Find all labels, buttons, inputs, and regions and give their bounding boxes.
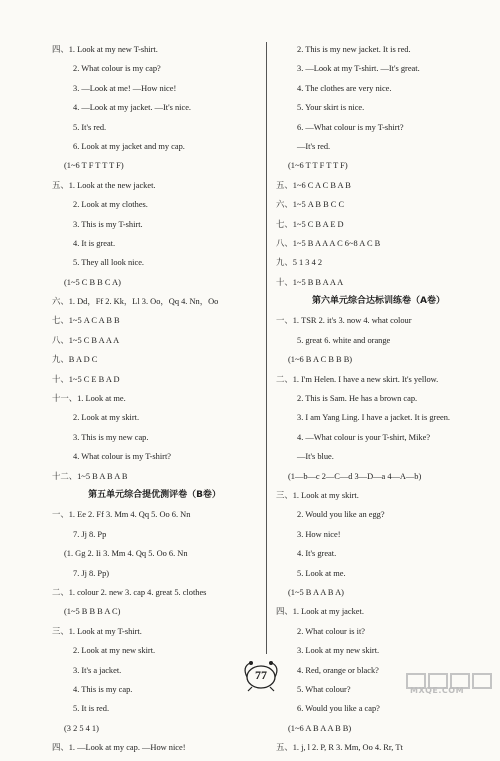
- answer-line: 十、1~5 C E B A D: [52, 374, 120, 384]
- watermark-text: MXQE.COM: [410, 686, 465, 695]
- answer-line: 4. It's great.: [297, 549, 337, 559]
- right-column: [276, 44, 481, 761]
- answer-line: (1—b—c 2—C—d 3—D—a 4—A—b): [288, 471, 422, 481]
- column-divider: [266, 42, 267, 654]
- answer-line: 2. Look at my skirt.: [73, 413, 140, 423]
- page-number: 77: [255, 668, 267, 682]
- answer-line: 十、1~5 B B A A A: [276, 277, 344, 287]
- left-column: [52, 44, 257, 761]
- answer-line: 6. Look at my jacket and my cap.: [73, 141, 185, 151]
- answer-line: 二、1. I'm Helen. I have a new skirt. It's yellow.: [276, 374, 439, 384]
- answer-line: 2. Look at my new skirt.: [73, 646, 156, 656]
- answer-line: 4. —Look at my jacket. —It's nice.: [73, 103, 192, 113]
- answer-line: 五、1~6 C A C B A B: [276, 180, 351, 190]
- answer-line: 5. great 6. white and orange: [297, 335, 391, 345]
- answer-line: 4. Red, orange or black?: [297, 665, 379, 675]
- answer-line: 2. This is my new jacket. It is red.: [297, 45, 411, 54]
- answer-line: (1~5 B A A B A): [288, 587, 344, 597]
- answer-line: 十二、1~5 B A B A B: [52, 471, 128, 481]
- answer-line: 5. Your skirt is nice.: [297, 103, 365, 113]
- answer-line: 4. —What colour is your T-shirt, Mike?: [297, 432, 431, 442]
- answer-line: 3. This is my new cap.: [73, 432, 149, 442]
- answer-line: 六、1. Dd，Ff 2. Kk，Ll 3. Oo，Qq 4. Nn，Oo: [52, 297, 219, 307]
- answer-line: 2. This is Sam. He has a brown cap.: [297, 394, 418, 404]
- answer-line: 三、1. Look at my T-shirt.: [52, 626, 142, 636]
- answer-line: 九、B A D C: [52, 355, 98, 365]
- answer-line: 三、1. Look at my skirt.: [276, 490, 359, 500]
- answer-line: 3. —Look at my T-shirt. —It's great.: [297, 64, 420, 74]
- answer-line: 5. It is red.: [73, 704, 110, 714]
- answer-line: 六、1~5 A B B C C: [276, 200, 345, 210]
- answer-line: 七、1~5 A C A B B: [52, 316, 120, 326]
- answer-line: (1~6 A B A A B B): [288, 723, 352, 733]
- answer-line: (1~6 T F T T T F): [64, 161, 124, 171]
- answer-line: (1~5 C B B C A): [64, 277, 121, 287]
- answer-line: 2. What colour is it?: [297, 626, 365, 636]
- answer-line: 五、1. j, l 2. P, R 3. Mm, Oo 4. Rr, Tt: [276, 743, 403, 753]
- answer-line: (3 2 5 4 1): [64, 723, 99, 733]
- answer-line: (1~6 T T F T T F): [288, 161, 348, 171]
- answer-line: 十一、1. Look at me.: [52, 394, 126, 404]
- answer-line: 4. What colour is my T-shirt?: [73, 452, 172, 462]
- answer-line: 五、1. Look at the new jacket.: [52, 180, 156, 190]
- answer-line: 6. Would you like a cap?: [297, 704, 380, 714]
- answer-line: 一、1. TSR 2. it's 3. now 4. what colour: [276, 316, 412, 326]
- answer-line: 2. What colour is my cap?: [73, 64, 161, 74]
- answer-line: 3. It's a jacket.: [73, 665, 122, 675]
- answer-line: 5. It's red.: [73, 122, 107, 132]
- answer-line: 6. —What colour is my T-shirt?: [297, 122, 404, 132]
- answer-line: 4. It is great.: [73, 238, 116, 248]
- section-heading: 第五单元综合提优测评卷（B卷）: [88, 489, 221, 500]
- answer-line: 5. What colour?: [297, 684, 351, 694]
- answer-line: 八、1~5 B A A A C 6~8 A C B: [276, 238, 381, 248]
- answer-line: 7. Jj 8. Pp): [73, 568, 110, 578]
- answer-line: (1~5 B B B A C): [64, 607, 121, 617]
- answer-line: 3. Look at my new skirt.: [297, 646, 380, 656]
- answer-line: 5. They all look nice.: [73, 258, 145, 268]
- answer-line: 八、1~5 C B A A A: [52, 335, 120, 345]
- answer-line: 2. Look at my clothes.: [73, 200, 148, 210]
- answer-line: 7. Jj 8. Pp: [73, 529, 107, 539]
- answer-line: 四、1. Look at my new T-shirt.: [52, 45, 158, 54]
- answer-line: 九、5 1 3 4 2: [276, 258, 323, 268]
- answer-line: (1. Gg 2. Ii 3. Mm 4. Qq 5. Oo 6. Nn: [64, 549, 188, 559]
- answer-line: 5. Look at me.: [297, 568, 346, 578]
- answer-line: 4. The clothes are very nice.: [297, 83, 392, 93]
- answer-line: 一、1. Ee 2. Ff 3. Mm 4. Qq 5. Oo 6. Nn: [52, 510, 191, 520]
- answer-line: 4. This is my cap.: [73, 684, 133, 694]
- answer-line: 2. Would you like an egg?: [297, 510, 385, 520]
- answer-line: —It's blue.: [297, 452, 334, 462]
- answer-line: —It's red.: [297, 141, 331, 151]
- answer-line: 3. —Look at me! —How nice!: [73, 83, 177, 93]
- answer-line: 七、1~5 C B A E D: [276, 219, 344, 229]
- answer-line: 四、1. Look at my jacket.: [276, 607, 364, 617]
- answer-line: 二、1. colour 2. new 3. cap 4. great 5. clothes: [52, 587, 207, 597]
- answer-line: (1~6 B A C B B B): [288, 355, 353, 365]
- answer-line: 3. I am Yang Ling. I have a jacket. It is green.: [297, 413, 451, 423]
- answer-line: 3. This is my T-shirt.: [73, 219, 143, 229]
- section-heading: 第六单元综合达标训练卷（A卷）: [312, 296, 445, 307]
- answer-line: 四、1. —Look at my cap. —How nice!: [52, 743, 186, 753]
- answer-line: 3. How nice!: [297, 529, 341, 539]
